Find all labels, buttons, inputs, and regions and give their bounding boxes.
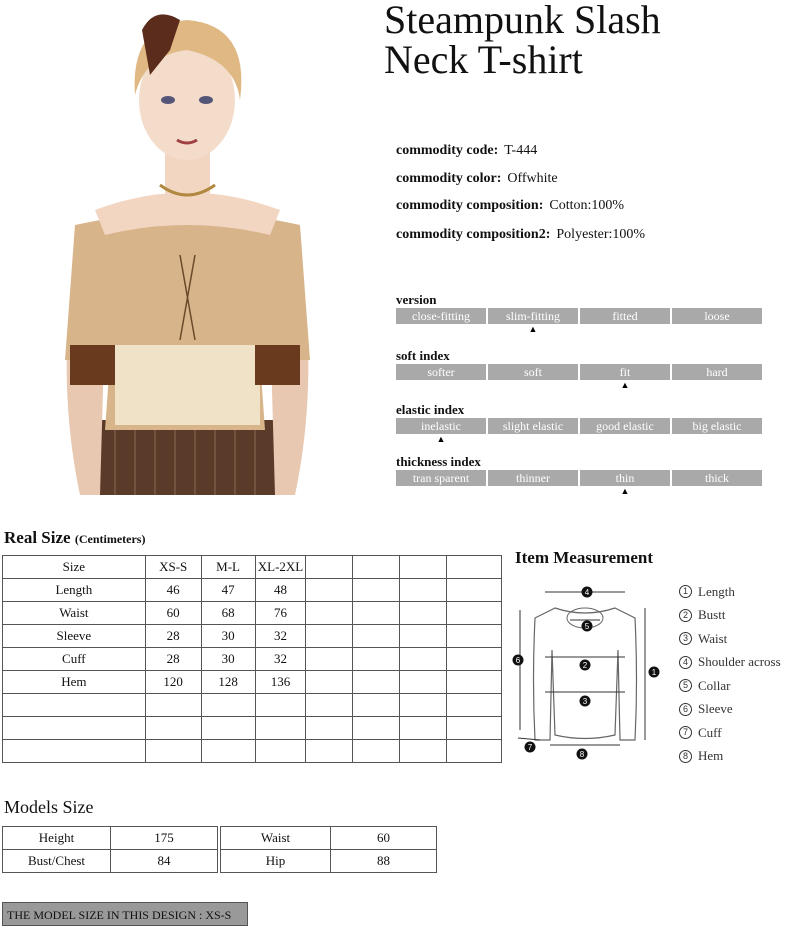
table-cell: Sleeve [3,625,146,648]
scale-option-selected: slim-fitting ▲ [488,308,578,324]
number-7-icon: 7 [679,726,692,739]
scale-option: fitted [580,308,670,324]
svg-text:3: 3 [582,697,588,706]
table-cell: 76 [255,602,306,625]
number-1-icon: 1 [679,585,692,598]
svg-text:4: 4 [584,588,590,597]
index-soft [396,348,762,390]
svg-text:1: 1 [651,668,657,677]
legend-item: 3 Waist [679,627,781,651]
index-elastic [396,402,762,444]
scale-option-selected: fit ▲ [580,364,670,380]
table-row [3,827,218,850]
table-cell: 28 [145,648,201,671]
measurement-legend [679,580,781,768]
scale-option-selected: thin ▲ [580,470,670,486]
legend-item: 5 Collar [679,674,781,698]
product-photo [60,0,315,495]
number-4-icon: 4 [679,656,692,669]
index-scale [396,470,762,496]
real-size-table [2,555,502,763]
selected-marker-icon: ▲ [436,434,446,444]
scale-option: close-fitting [396,308,486,324]
scale-option: good elastic [580,418,670,434]
table-cell: Hip [221,850,331,873]
real-size-unit: (Centimeters) [74,532,146,546]
spec-label: commodity composition: [396,198,544,213]
legend-item: 4 Shoulder across [679,651,781,675]
spec-label: commodity composition2: [396,227,551,242]
spec-value: Polyester:100% [556,227,646,242]
table-cell: XL-2XL [255,556,306,579]
table-cell: M-L [201,556,255,579]
index-title: elastic index [396,402,465,417]
scale-option-selected: inelastic ▲ [396,418,486,434]
table-cell: Hem [3,671,146,694]
table-cell: 60 [331,827,437,850]
table-cell: Cuff [3,648,146,671]
selected-marker-icon: ▲ [528,324,538,334]
table-row [221,827,437,850]
table-cell: Waist [221,827,331,850]
scale-option: thinner [488,470,578,486]
index-title: thickness index [396,454,481,469]
table-cell: Height [3,827,111,850]
scale-option: hard [672,364,762,380]
svg-text:2: 2 [582,661,588,670]
legend-item: 7 Cuff [679,721,781,745]
scale-option: slight elastic [488,418,578,434]
svg-text:7: 7 [527,743,533,752]
table-cell: Waist [3,602,146,625]
spec-composition2 [396,227,645,243]
table-cell: 46 [145,579,201,602]
models-table-left [2,826,218,873]
number-8-icon: 8 [679,750,692,763]
table-row [3,579,502,602]
table-cell: 30 [201,648,255,671]
spec-composition [396,198,624,214]
index-scale [396,418,762,444]
index-version [396,292,762,334]
table-cell: 68 [201,602,255,625]
index-title: version [396,292,437,307]
table-row [221,850,437,873]
spec-value: T-444 [504,143,538,158]
svg-text:8: 8 [579,750,585,759]
product-title [384,0,784,80]
spec-color [396,171,558,187]
table-row [3,694,502,717]
table-cell: 128 [201,671,255,694]
legend-item: 1 Length [679,580,781,604]
svg-text:5: 5 [584,622,590,631]
real-size-title: Real Size [4,528,71,547]
table-cell: 60 [145,602,201,625]
product-title-line-1: Steampunk Slash [384,0,661,42]
table-cell: 88 [331,850,437,873]
table-row [3,602,502,625]
models-size-title: Models Size [4,797,94,817]
scale-option: soft [488,364,578,380]
spec-value: Cotton:100% [549,198,625,213]
spec-label: commodity color: [396,171,502,186]
table-row [3,850,218,873]
table-row [3,717,502,740]
number-2-icon: 2 [679,609,692,622]
index-scale [396,308,762,334]
table-row [3,740,502,763]
legend-item: 8 Hem [679,745,781,769]
table-cell: 84 [111,850,218,873]
table-cell: Bust/Chest [3,850,111,873]
scale-option: tran sparent [396,470,486,486]
spec-label: commodity code: [396,143,499,158]
measurement-diagram [510,580,670,765]
svg-text:6: 6 [515,656,521,665]
table-cell: 32 [255,625,306,648]
selected-marker-icon: ▲ [620,486,630,496]
model-size-banner: THE MODEL SIZE IN THIS DESIGN : XS-S [2,902,248,926]
table-cell: Size [3,556,146,579]
index-thickness [396,454,762,496]
scale-option: softer [396,364,486,380]
table-cell: 32 [255,648,306,671]
scale-option: big elastic [672,418,762,434]
models-table-right [220,826,437,873]
scale-option: loose [672,308,762,324]
table-row [3,671,502,694]
number-6-icon: 6 [679,703,692,716]
table-cell: 28 [145,625,201,648]
table-cell: 47 [201,579,255,602]
scale-option: thick [672,470,762,486]
legend-item: 6 Sleeve [679,698,781,722]
index-title: soft index [396,348,450,363]
number-5-icon: 5 [679,679,692,692]
item-measurement-title: Item Measurement [515,548,654,567]
table-row [3,648,502,671]
table-header-row [3,556,502,579]
table-cell: 175 [111,827,218,850]
table-cell: 30 [201,625,255,648]
table-cell: 136 [255,671,306,694]
table-cell: 48 [255,579,306,602]
spec-value: Offwhite [507,171,558,186]
real-size-heading [4,528,145,548]
table-row [3,625,502,648]
spec-code [396,143,537,159]
number-3-icon: 3 [679,632,692,645]
table-cell: XS-S [145,556,201,579]
table-cell: Length [3,579,146,602]
selected-marker-icon: ▲ [620,380,630,390]
legend-item: 2 Bustt [679,604,781,628]
product-title-line-2: Neck T-shirt [384,37,583,82]
table-cell: 120 [145,671,201,694]
index-scale [396,364,762,390]
